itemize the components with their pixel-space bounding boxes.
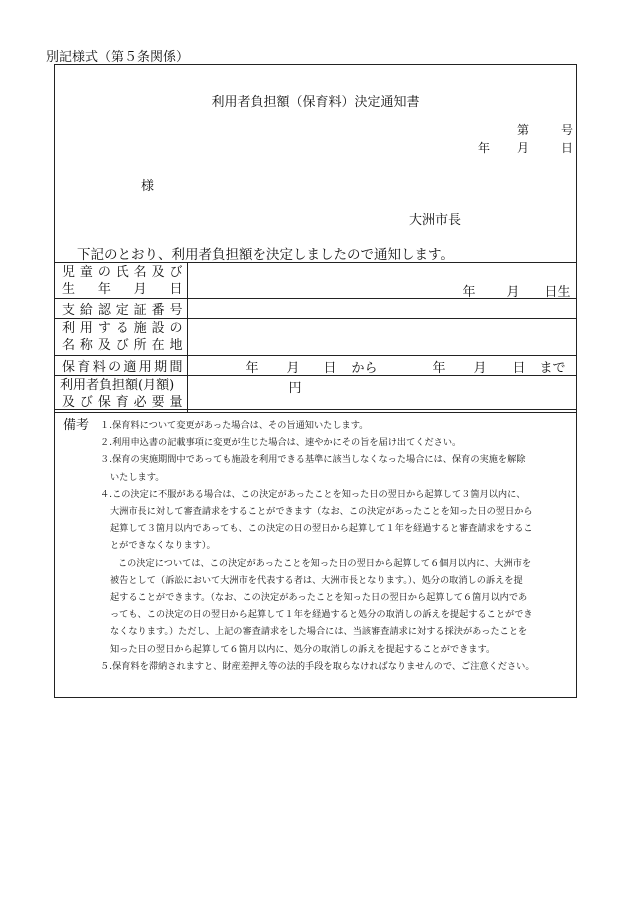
date-label-year: 年 (478, 141, 491, 155)
child-name-label-line1: 児童の氏名及び (62, 264, 183, 280)
facility-row (55, 319, 576, 356)
birth-label-month: 月 (506, 285, 520, 300)
child-name-value-cell[interactable] (187, 263, 576, 299)
number-label-go: 号 (561, 123, 574, 137)
birth-label-year: 年 (462, 285, 476, 300)
period-to-suffix: まで (539, 361, 566, 376)
fee-value-cell[interactable] (187, 376, 576, 413)
note-line: ３.保育の実施期間中であっても施設を利用できる基準に該当しなくなった場合には、保育の実施を解除 (100, 454, 526, 466)
recipient-suffix: 様 (141, 179, 155, 194)
issuer-name: 大洲市長 (409, 213, 462, 228)
note-line: 知った日の翌日から起算して６箇月以内に、処分の取消しの訴えを提起することができます。 (110, 643, 496, 655)
period-row (55, 356, 576, 376)
note-line: 被告として（訴訟において大洲市を代表する者は、大洲市長となります。）、処分の取消しの訴えを提 (110, 574, 523, 586)
birth-label-day: 日生 (544, 285, 571, 300)
note-line: 起算して３箇月以内であっても、この決定の日の翌日から起算して１年を経過すると審査請求をするこ (110, 523, 533, 535)
notes-section (55, 409, 576, 698)
cert-number-value-cell[interactable] (187, 299, 576, 319)
cert-number-label: 支給認定証番号 (62, 303, 183, 318)
note-line: １.保育料について変更があった場合は、その旨通知いたします。 (100, 420, 369, 431)
cert-number-label-cell (55, 299, 187, 319)
note-line: ４.この決定に不服がある場合は、この決定があったことを知った日の翌日から起算して３箇月以内に、 (100, 488, 526, 500)
note-line: ５.保育料を滞納されますと、財産差押え等の法的手段を取らなければなりませんので、ご注意ください。 (100, 660, 535, 672)
document-title: 利用者負担額（保育料）決定通知書 (211, 95, 420, 110)
period-to-day: 日 (512, 361, 526, 376)
period-from-day: 日 (323, 361, 337, 376)
fee-label-line1: 利用者負担額(月額) (60, 378, 175, 393)
notice-document-frame (54, 64, 577, 698)
note-line: なくなります。）ただし、上記の審査請求をした場合には、当該審査請求に対する採決があったことを (110, 626, 528, 638)
facility-label-line1: 利用する施設の (62, 321, 183, 336)
date-label-month: 月 (517, 141, 530, 155)
fee-label-cell (55, 376, 187, 413)
notice-statement: 下記のとおり、利用者負担額を決定しましたので通知します。 (77, 247, 454, 263)
facility-label-cell (55, 319, 187, 356)
note-line: っても、この決定の日の翌日から起算して１年を経過すると処分の取消しの訴えを提起することができ (110, 609, 533, 621)
number-label-dai: 第 (517, 123, 530, 137)
period-label-cell (55, 356, 187, 376)
period-to-month: 月 (473, 361, 487, 376)
period-from-year: 年 (245, 361, 259, 376)
cert-row (55, 299, 576, 319)
note-line: いたします。 (110, 471, 165, 483)
period-from-suffix: から (351, 361, 378, 376)
period-value-cell[interactable] (187, 356, 576, 376)
note-line: とができなくなります）。 (110, 540, 216, 552)
period-from-month: 月 (286, 361, 300, 376)
child-row (55, 263, 576, 299)
fee-label-line2: 及び保育必要量 (62, 395, 183, 410)
form-style-label: 別記様式（第５条関係） (46, 50, 190, 65)
note-line: この決定については、この決定があったことを知った日の翌日から起算して６個月以内に、大洲市を (118, 557, 532, 569)
details-table (55, 262, 576, 413)
notes-heading: 備考 (63, 418, 90, 433)
period-to-year: 年 (432, 361, 446, 376)
facility-label-line2: 名称及び所在地 (62, 338, 183, 353)
notes-body (100, 417, 570, 675)
note-line: 大洲市長に対して審査請求をすることができます（なお、この決定があったことを知った日の翌日から (110, 506, 533, 518)
child-name-label-line2: 生年月日 (62, 281, 183, 297)
fee-unit-yen: 円 (288, 381, 302, 396)
note-line: 起することができます。（なお、この決定があったことを知った日の翌日から起算して６箇月以内であ (110, 592, 528, 604)
facility-value-cell[interactable] (187, 319, 576, 356)
date-label-day: 日 (561, 141, 574, 155)
note-line: ２.利用申込書の記載事項に変更が生じた場合は、速やかにその旨を届け出てください。 (100, 437, 462, 449)
period-label: 保育料の適用期間 (62, 360, 183, 375)
fee-row (55, 376, 576, 413)
child-name-label-cell (55, 263, 187, 299)
